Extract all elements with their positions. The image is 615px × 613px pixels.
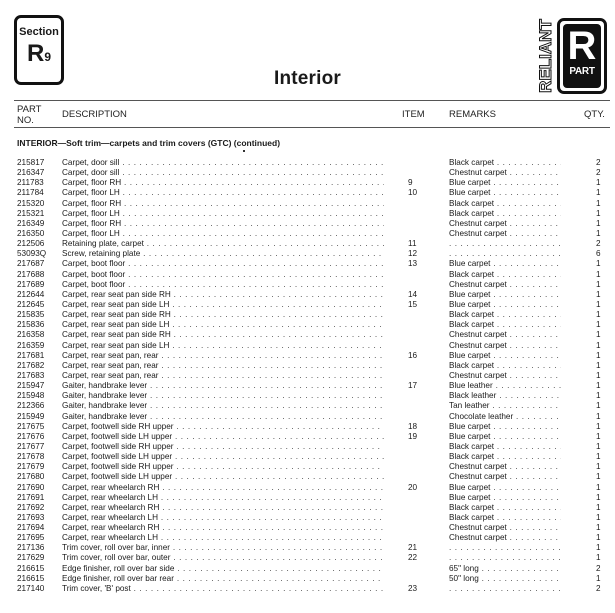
remarks: Blue carpet . . . (449, 483, 561, 493)
remarks: Chestnut carpet . . . (449, 229, 561, 239)
quantity: 1 (596, 188, 601, 198)
part-number: 217140 (17, 583, 45, 593)
table-row (0, 493, 615, 503)
quantity: 1 (596, 533, 601, 543)
quantity: 1 (596, 462, 601, 472)
table-row (0, 432, 615, 442)
description: Carpet, boot floor . . . (62, 259, 384, 269)
item-number: 13 (408, 259, 418, 269)
table-row (0, 280, 615, 290)
item-number: 22 (408, 553, 418, 563)
table-row (0, 391, 615, 401)
remarks: Chestnut carpet . . . (449, 462, 561, 472)
quantity: 1 (596, 452, 601, 462)
item-number: 19 (408, 431, 418, 441)
description: Carpet, footwell side RH upper . . . (62, 442, 384, 452)
item-number: 20 (408, 482, 418, 492)
description: Carpet, floor LH . . . (62, 229, 384, 239)
part-number: 217680 (17, 472, 45, 482)
quantity: 2 (596, 563, 601, 573)
quantity: 1 (596, 350, 601, 360)
description: Carpet, rear seat pan, rear . . . (62, 371, 384, 381)
remarks: Black leather . . . (449, 391, 561, 401)
description: Carpet, footwell side LH upper . . . (62, 432, 384, 442)
item-number: 16 (408, 350, 418, 360)
table-row (0, 462, 615, 472)
remarks: Blue leather . . . (449, 381, 561, 391)
table-row (0, 290, 615, 300)
quantity: 1 (596, 259, 601, 269)
remarks (449, 239, 561, 249)
part-number: 215321 (17, 208, 45, 218)
table-row (0, 472, 615, 482)
part-number: 216359 (17, 340, 45, 350)
part-number: 217675 (17, 421, 45, 431)
table-row (0, 229, 615, 239)
table-row (0, 503, 615, 513)
table-row (0, 513, 615, 523)
remarks: Black carpet . . . (449, 199, 561, 209)
item-number: 15 (408, 299, 418, 309)
table-row (0, 574, 615, 584)
remarks: Black carpet . . . (449, 310, 561, 320)
part-number: 217692 (17, 502, 45, 512)
quantity: 1 (596, 370, 601, 380)
description: Carpet, floor LH . . . (62, 209, 384, 219)
remarks: Chestnut carpet . . . (449, 533, 561, 543)
part-number: 217691 (17, 492, 45, 502)
description: Carpet, footwell side LH upper . . . (62, 452, 384, 462)
part-number: 217681 (17, 350, 45, 360)
description: Carpet, footwell side RH upper . . . (62, 422, 384, 432)
quantity: 1 (596, 472, 601, 482)
remarks: Blue carpet . . . (449, 300, 561, 310)
description: Carpet, door sill . . . (62, 158, 384, 168)
remarks: 65" long . . . (449, 564, 561, 574)
page-title: Interior (273, 68, 342, 89)
remarks: Chestnut carpet . . . (449, 168, 561, 178)
table-row (0, 270, 615, 280)
header-rule-bottom (14, 127, 610, 128)
table-row (0, 371, 615, 381)
table-row (0, 361, 615, 371)
remarks: Chestnut carpet . . . (449, 341, 561, 351)
section-letter: R (26, 40, 45, 67)
quantity: 1 (596, 178, 601, 188)
part-number: 216615 (17, 573, 45, 583)
description: Trim cover, roll over bar, inner . . . (62, 543, 384, 553)
quantity: 2 (596, 239, 601, 249)
quantity: 1 (596, 320, 601, 330)
part-number: 217679 (17, 462, 45, 472)
quantity: 1 (596, 198, 601, 208)
description: Carpet, boot floor . . . (62, 270, 384, 280)
quantity: 1 (596, 228, 601, 238)
table-row (0, 584, 615, 594)
remarks: Black carpet . . . (449, 503, 561, 513)
description: Carpet, rear seat pan, rear . . . (62, 351, 384, 361)
part-number: 217677 (17, 441, 45, 451)
description: Carpet, rear seat pan side RH . . . (62, 310, 384, 320)
column-header-item: ITEM (402, 109, 425, 120)
description: Carpet, rear wheelarch LH . . . (62, 513, 384, 523)
table-row (0, 412, 615, 422)
item-number: 9 (408, 178, 413, 188)
quantity: 1 (596, 218, 601, 228)
quantity: 1 (596, 553, 601, 563)
quantity: 6 (596, 249, 601, 259)
part-number: 217689 (17, 279, 45, 289)
remarks: Blue carpet . . . (449, 188, 561, 198)
table-row (0, 543, 615, 553)
table-row (0, 523, 615, 533)
quantity: 1 (596, 441, 601, 451)
quantity: 1 (596, 289, 601, 299)
item-number: 23 (408, 583, 418, 593)
quantity: 1 (596, 573, 601, 583)
column-header-part-no: PART NO. (17, 104, 42, 126)
remarks: Black carpet . . . (449, 320, 561, 330)
part-number: 211783 (17, 178, 44, 188)
remarks (449, 584, 561, 594)
quantity: 1 (596, 360, 601, 370)
remarks: Blue carpet . . . (449, 432, 561, 442)
remarks: 50" long . . . (449, 574, 561, 584)
remarks: Chestnut carpet . . . (449, 330, 561, 340)
parts-table (0, 158, 615, 594)
logo-brand (535, 20, 557, 92)
part-number: 216358 (17, 330, 45, 340)
part-number: 217629 (17, 553, 45, 563)
description: Gaiter, handbrake lever . . . (62, 381, 384, 391)
description: Trim cover, roll over bar, outer . . . (62, 553, 384, 563)
table-row (0, 553, 615, 563)
item-number: 14 (408, 289, 418, 299)
part-number: 217676 (17, 431, 45, 441)
quantity: 2 (596, 158, 601, 167)
logo-brand-text: RELIANT (536, 19, 556, 93)
quantity: 1 (596, 421, 601, 431)
quantity: 1 (596, 512, 601, 522)
table-row (0, 452, 615, 462)
item-number: 17 (408, 381, 418, 391)
column-header-description: DESCRIPTION (62, 109, 127, 120)
remarks: Chestnut carpet . . . (449, 371, 561, 381)
table-row (0, 219, 615, 229)
description: Carpet, rear wheelarch RH . . . (62, 483, 384, 493)
remarks: Black carpet . . . (449, 513, 561, 523)
remarks: Chestnut carpet . . . (449, 523, 561, 533)
table-row (0, 483, 615, 493)
quantity: 1 (596, 299, 601, 309)
part-number: 217678 (17, 452, 45, 462)
quantity: 1 (596, 523, 601, 533)
section-code (17, 42, 61, 69)
part-number: 212645 (17, 299, 45, 309)
logo-letter: R (567, 24, 597, 68)
remarks (449, 543, 561, 553)
quantity: 1 (596, 391, 601, 401)
table-row (0, 259, 615, 269)
quantity: 1 (596, 543, 601, 553)
print-mark (243, 150, 245, 152)
remarks: Black carpet . . . (449, 452, 561, 462)
part-number: 217687 (17, 259, 45, 269)
description: Screw, retaining plate . . . (62, 249, 384, 259)
description: Carpet, floor RH . . . (62, 199, 384, 209)
quantity: 1 (596, 411, 601, 421)
description: Carpet, rear seat pan side LH . . . (62, 341, 384, 351)
part-number: 217683 (17, 370, 45, 380)
remarks: Black carpet . . . (449, 270, 561, 280)
quantity: 1 (596, 401, 601, 411)
remarks: Chestnut carpet . . . (449, 472, 561, 482)
description: Carpet, floor RH . . . (62, 219, 384, 229)
logo-r-box (557, 18, 607, 94)
quantity: 2 (596, 583, 601, 593)
table-row (0, 158, 615, 168)
column-header-qty: QTY. (584, 109, 605, 120)
part-number: 216349 (17, 218, 45, 228)
quantity: 1 (596, 482, 601, 492)
item-number: 12 (408, 249, 418, 259)
quantity: 1 (596, 340, 601, 350)
remarks: Black carpet . . . (449, 361, 561, 371)
description: Carpet, boot floor . . . (62, 280, 384, 290)
part-number: 216350 (17, 228, 45, 238)
section-heading: INTERIOR—Soft trim—carpets and trim covers (GTC) (continued) (17, 138, 281, 148)
description: Carpet, rear wheelarch LH . . . (62, 533, 384, 543)
quantity: 1 (596, 431, 601, 441)
remarks: Blue carpet . . . (449, 422, 561, 432)
quantity: 1 (596, 492, 601, 502)
remarks: Chocolate leather . . . (449, 412, 561, 422)
table-row (0, 320, 615, 330)
part-number: 212366 (17, 401, 45, 411)
part-number: 216347 (17, 168, 45, 178)
description: Carpet, rear seat pan side LH . . . (62, 300, 384, 310)
remarks: Blue carpet . . . (449, 493, 561, 503)
description: Gaiter, handbrake lever . . . (62, 412, 384, 422)
part-number: 215947 (17, 381, 45, 391)
table-row (0, 239, 615, 249)
table-row (0, 442, 615, 452)
column-header-remarks: REMARKS (449, 109, 496, 120)
item-number: 18 (408, 421, 418, 431)
description: Retaining plate, carpet . . . (62, 239, 384, 249)
section-number: 9 (44, 50, 52, 64)
table-row (0, 341, 615, 351)
part-number: 215948 (17, 391, 45, 401)
table-row (0, 351, 615, 361)
item-number: 10 (408, 188, 418, 198)
part-number: 217682 (17, 360, 45, 370)
table-row (0, 188, 615, 198)
description: Gaiter, handbrake lever . . . (62, 401, 384, 411)
table-row (0, 249, 615, 259)
description: Edge finisher, roll over bar side . . . (62, 564, 384, 574)
description: Carpet, rear seat pan side RH . . . (62, 330, 384, 340)
description: Carpet, rear wheelarch LH . . . (62, 493, 384, 503)
remarks: Black carpet . . . (449, 209, 561, 219)
table-row (0, 533, 615, 543)
description: Carpet, footwell side RH upper . . . (62, 462, 384, 472)
part-number: 217690 (17, 482, 45, 492)
part-number: 215836 (17, 320, 45, 330)
remarks (449, 249, 561, 259)
remarks: Black carpet . . . (449, 442, 561, 452)
section-label: Section (19, 26, 59, 38)
table-row (0, 168, 615, 178)
part-number: 212506 (17, 239, 45, 249)
part-number: 216615 (17, 563, 45, 573)
quantity: 1 (596, 208, 601, 218)
part-number: 217695 (17, 533, 45, 543)
remarks: Blue carpet . . . (449, 259, 561, 269)
quantity: 2 (596, 168, 601, 178)
table-row (0, 178, 615, 188)
part-number: 215320 (17, 198, 45, 208)
description: Carpet, rear seat pan side RH . . . (62, 290, 384, 300)
remarks: Chestnut carpet . . . (449, 280, 561, 290)
part-number: 215817 (17, 158, 45, 167)
part-number: 215949 (17, 411, 45, 421)
table-row (0, 310, 615, 320)
remarks (449, 553, 561, 563)
description: Trim cover, 'B' post . . . (62, 584, 384, 594)
remarks: Blue carpet . . . (449, 290, 561, 300)
description: Carpet, floor RH . . . (62, 178, 384, 188)
description: Carpet, rear wheelarch RH . . . (62, 503, 384, 513)
item-number: 21 (408, 543, 418, 553)
part-number: 217694 (17, 523, 45, 533)
table-row (0, 330, 615, 340)
table-row (0, 199, 615, 209)
remarks: Black carpet . . . (449, 158, 561, 168)
table-row (0, 300, 615, 310)
table-row (0, 381, 615, 391)
part-number: 53093Q (17, 249, 47, 259)
quantity: 1 (596, 502, 601, 512)
description: Carpet, floor LH . . . (62, 188, 384, 198)
quantity: 1 (596, 269, 601, 279)
table-row (0, 564, 615, 574)
part-number: 217136 (17, 543, 45, 553)
description: Carpet, rear wheelarch RH . . . (62, 523, 384, 533)
reliant-part-logo (532, 16, 610, 98)
part-number: 212644 (17, 289, 45, 299)
description: Edge finisher, roll over bar rear . . . (62, 574, 384, 584)
quantity: 1 (596, 330, 601, 340)
description: Carpet, footwell side LH upper . . . (62, 472, 384, 482)
remarks: Blue carpet . . . (449, 351, 561, 361)
remarks: Blue carpet . . . (449, 178, 561, 188)
table-row (0, 209, 615, 219)
part-number: 211784 (17, 188, 44, 198)
logo-sub: PART (569, 66, 595, 77)
item-number: 11 (408, 239, 417, 249)
table-row (0, 422, 615, 432)
part-number: 217693 (17, 512, 45, 522)
description: Carpet, door sill . . . (62, 168, 384, 178)
remarks: Chestnut carpet . . . (449, 219, 561, 229)
table-row (0, 401, 615, 411)
description: Carpet, rear seat pan side LH . . . (62, 320, 384, 330)
part-number: 217688 (17, 269, 45, 279)
remarks: Tan leather . . . (449, 401, 561, 411)
description: Carpet, rear seat pan, rear . . . (62, 361, 384, 371)
part-number: 215835 (17, 310, 45, 320)
description: Gaiter, handbrake lever . . . (62, 391, 384, 401)
quantity: 1 (596, 381, 601, 391)
quantity: 1 (596, 310, 601, 320)
header-rule-top (14, 100, 610, 101)
quantity: 1 (596, 279, 601, 289)
